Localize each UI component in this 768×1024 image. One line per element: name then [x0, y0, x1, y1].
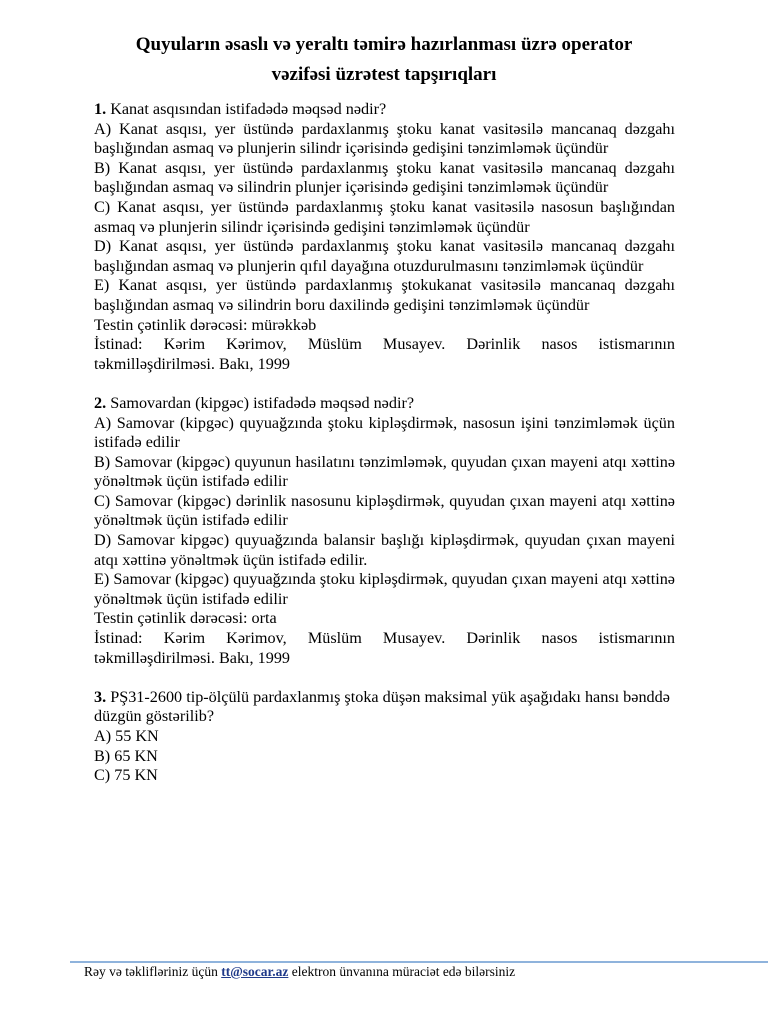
question-2-option-e: E) Samovar (kipgəc) quyuağzında ştoku kipləşdirmək, quyudan çıxan mayeni atqı xəttinə yönəltmək üçün istifadə edilir [94, 570, 675, 608]
title-line-1: Quyuların əsaslı və yeraltı təmirə hazırlanması üzrə operator [135, 34, 633, 55]
question-1-reference: İstinad: Kərim Kərimov, Müslüm Musayev. Dərinlik nasos istismarının təkmilləşdirilməsi. Bakı, 1999 [94, 335, 675, 373]
question-2 [94, 394, 675, 668]
question-1-option-c: C) Kanat asqısı, yer üstündə pardaxlanmış ştoku kanat vasitəsilə nasosun başlığından asmaq və plunjerin silindr içərisində gedişini tənzimləmək üçündür [94, 197, 675, 236]
footer-prefix: Rəy və təklifləriniz üçün [84, 964, 222, 979]
question-3-prompt [94, 688, 675, 727]
question-1-option-d: D) Kanat asqısı, yer üstündə pardaxlanmış ştoku kanat vasitəsilə mancanaq dəzgahı başlığından asmaq və plunjerin qıfıl dayağına otuzdurulmasını tənzimləmək üçündür [94, 237, 675, 275]
question-2-prompt [94, 394, 675, 414]
question-2-option-c: C) Samovar (kipgəc) dərinlik nasosunu kipləşdirmək, quyudan çıxan mayeni atqı xəttinə yönəltmək üçün istifadə edilir [94, 491, 675, 530]
question-2-option-d: D) Samovar kipgəc) quyuağzında balansir başlığı kipləşdirmək, quyudan çıxan mayeni atqı xəttinə yönəltmək üçün istifadə edilir. [94, 531, 675, 569]
footer-email-link[interactable]: tt@socar.az [221, 964, 289, 979]
question-3-option-a: A) 55 KN [94, 727, 159, 745]
question-1-option-e: E) Kanat asqısı, yer üstündə pardaxlanmış ştokukanat vasitəsilə mancanaq dəzgahı başlığından asmaq və silindrin boru daxilində gedişini tənzimləmək üçündür [94, 276, 675, 314]
question-3-text: PŞ31-2600 tip-ölçülü pardaxlanmış ştoka düşən maksimal yük aşağıdakı hansı bənddə düzgün göstərilib? [94, 687, 670, 726]
question-3 [94, 688, 675, 786]
footer-suffix: elektron ünvanına müraciət edə bilərsiniz [288, 964, 516, 979]
question-3-option-b: B) 65 KN [94, 746, 158, 765]
question-2-number: 2. [94, 393, 107, 412]
footer-note [84, 964, 515, 980]
question-1 [94, 100, 675, 374]
question-1-text: Kanat asqısından istifadədə məqsəd nədir? [110, 100, 387, 118]
question-2-difficulty: Testin çətinlik dərəcəsi: orta [94, 609, 277, 628]
questions-list [94, 100, 675, 805]
question-2-text: Samovardan (kipgəc) istifadədə məqsəd nədir? [110, 393, 415, 412]
footer-divider [70, 961, 768, 963]
question-1-option-b: B) Kanat asqısı, yer üstündə pardaxlanmış ştoku kanat vasitəsilə mancanaq dəzgahı başlığından asmaq və silindrin plunjer içərisində gedişini tənzimləmək üçündür [94, 158, 675, 197]
question-2-option-b: B) Samovar (kipgəc) quyunun hasilatını tənzimləmək, quyudan çıxan mayeni atqı xəttinə yönəltmək üçün istifadə edilir [94, 452, 675, 491]
question-2-option-a: A) Samovar (kipgəc) quyuağzında ştoku kipləşdirmək, nasosun işini tənzimləmək üçün istifadə edilir [94, 413, 675, 452]
question-3-number: 3. [94, 687, 107, 706]
question-1-option-a: A) Kanat asqısı, yer üstündə pardaxlanmış ştoku kanat vasitəsilə mancanaq dəzgahı başlığından asmaq və plunjerin silindr içərisində gedişini tənzimləmək üçündür [94, 119, 675, 158]
page-title [60, 30, 708, 90]
question-1-prompt [94, 100, 675, 120]
question-1-difficulty: Testin çətinlik dərəcəsi: mürəkkəb [94, 315, 317, 334]
question-1-number: 1. [94, 100, 107, 118]
question-3-option-c: C) 75 KN [94, 766, 158, 785]
question-2-reference: İstinad: Kərim Kərimov, Müslüm Musayev. Dərinlik nasos istismarının təkmilləşdirilməsi. Bakı, 1999 [94, 629, 675, 667]
title-line-2: vəzifəsi üzrətest tapşırıqları [271, 64, 497, 85]
